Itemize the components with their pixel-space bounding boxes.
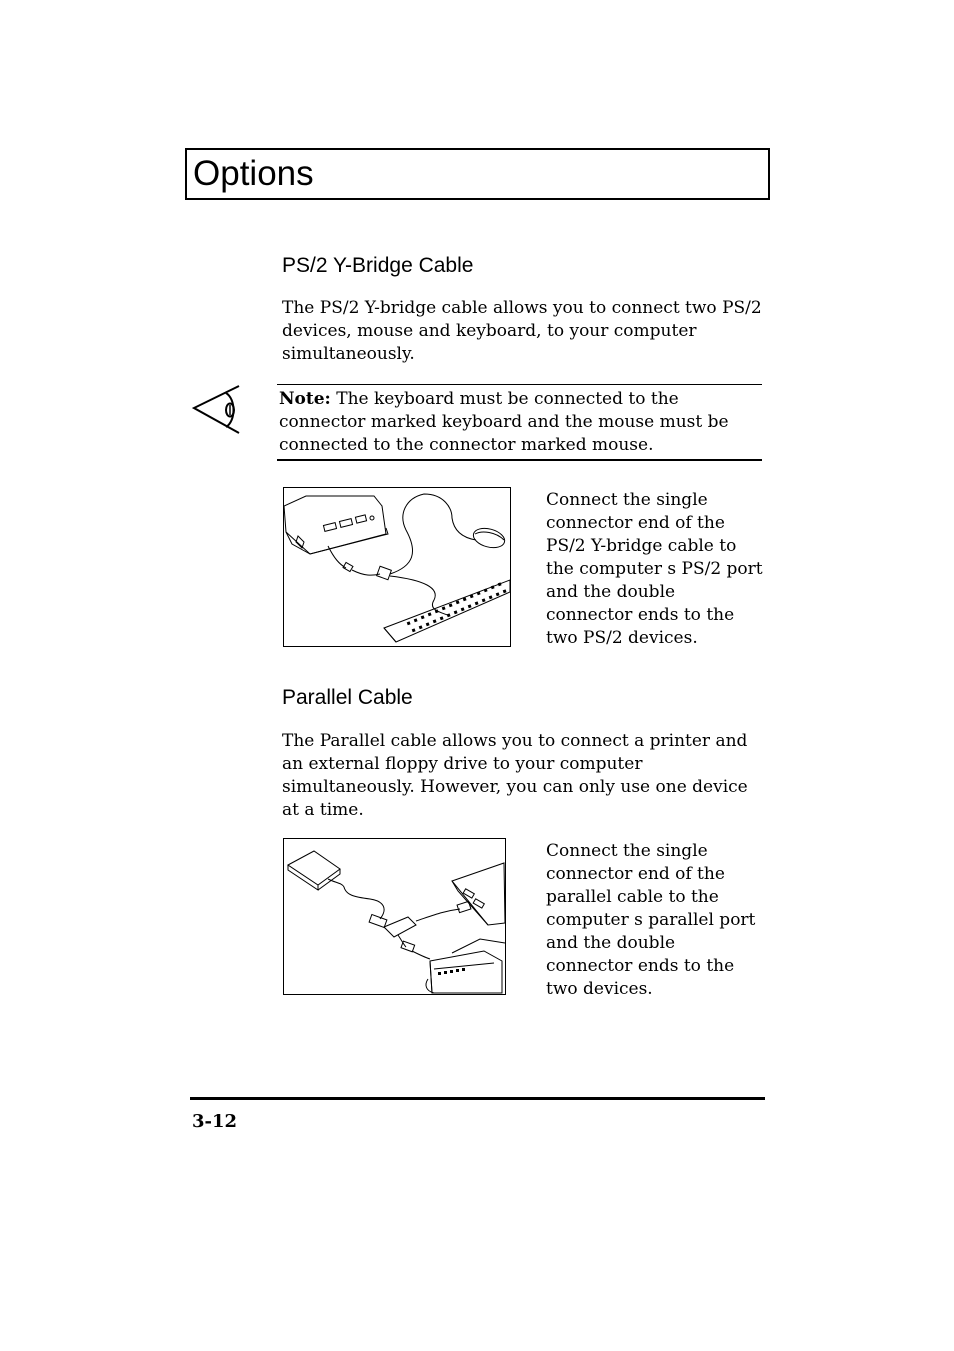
note-body: The keyboard must be connected to the connector marked keyboard and the mouse must be connected to the connector marked mouse.	[279, 389, 729, 455]
footer-rule	[190, 1097, 765, 1100]
chapter-header-box	[185, 148, 770, 200]
ps2-intro-paragraph: The PS/2 Y-bridge cable allows you to connect two PS/2 devices, mouse and keyboard, to your computer simultaneously.	[282, 298, 762, 364]
parallel-cable-illustration	[283, 838, 506, 995]
parallel-intro-paragraph: The Parallel cable allows you to connect a printer and an external floppy drive to your computer simultaneously. However, you can only use one device at a time.	[282, 731, 748, 820]
chapter-title: Options	[193, 154, 314, 193]
note-box	[277, 384, 762, 461]
parallel-section-heading: Parallel Cable	[282, 686, 413, 709]
note-label: Note:	[279, 389, 331, 409]
ps2-section-heading: PS/2 Y-Bridge Cable	[282, 254, 474, 277]
ps2-cable-illustration	[283, 487, 511, 647]
eye-note-icon	[190, 383, 244, 437]
ps2-caption: Connect the single connector end of the PS/2 Y-bridge cable to the computer s PS/2 port and the double connector ends to the two PS/2 devices.	[546, 490, 763, 648]
page-number: 3-12	[192, 1111, 238, 1132]
parallel-caption: Connect the single connector end of the parallel cable to the computer s parallel port and the double connector ends to the two devices.	[546, 841, 756, 999]
note-text	[279, 388, 759, 457]
